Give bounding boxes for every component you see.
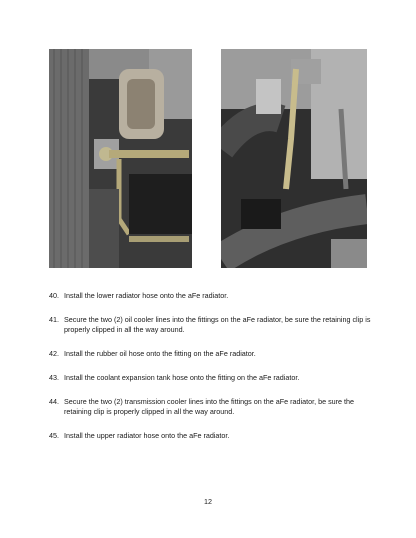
step-text: Secure the two (2) transmission cooler lines into the fittings on the aFe radiator, be sure the retaining clip is properly clipped in all the way around.	[64, 397, 355, 416]
photo-left-illustration	[49, 49, 192, 268]
photo-lower-radiator-hose	[49, 49, 192, 268]
step-item	[49, 291, 379, 301]
step-text: Secure the two (2) oil cooler lines into the fittings on the aFe radiator, be sure the retaining clip is properly clipped in all the way around.	[64, 315, 371, 334]
step-number: 40.	[49, 291, 59, 300]
step-item	[49, 349, 379, 359]
step-text: Install the coolant expansion tank hose onto the fitting on the aFe radiator.	[64, 373, 300, 382]
photo-right-illustration	[221, 49, 367, 268]
step-item	[49, 373, 379, 383]
step-text: Install the upper radiator hose onto the aFe radiator.	[64, 431, 230, 440]
step-number: 41.	[49, 315, 59, 324]
step-number: 42.	[49, 349, 59, 358]
step-text: Install the lower radiator hose onto the aFe radiator.	[64, 291, 229, 300]
step-item	[49, 431, 379, 441]
step-number: 44.	[49, 397, 59, 406]
step-number: 43.	[49, 373, 59, 382]
step-number: 45.	[49, 431, 59, 440]
page-number: 12	[204, 497, 212, 506]
step-item	[49, 397, 379, 417]
step-text: Install the rubber oil hose onto the fitting on the aFe radiator.	[64, 349, 256, 358]
photo-upper-radiator-hose	[221, 49, 367, 268]
installation-steps-list	[49, 291, 379, 455]
step-item	[49, 315, 379, 335]
